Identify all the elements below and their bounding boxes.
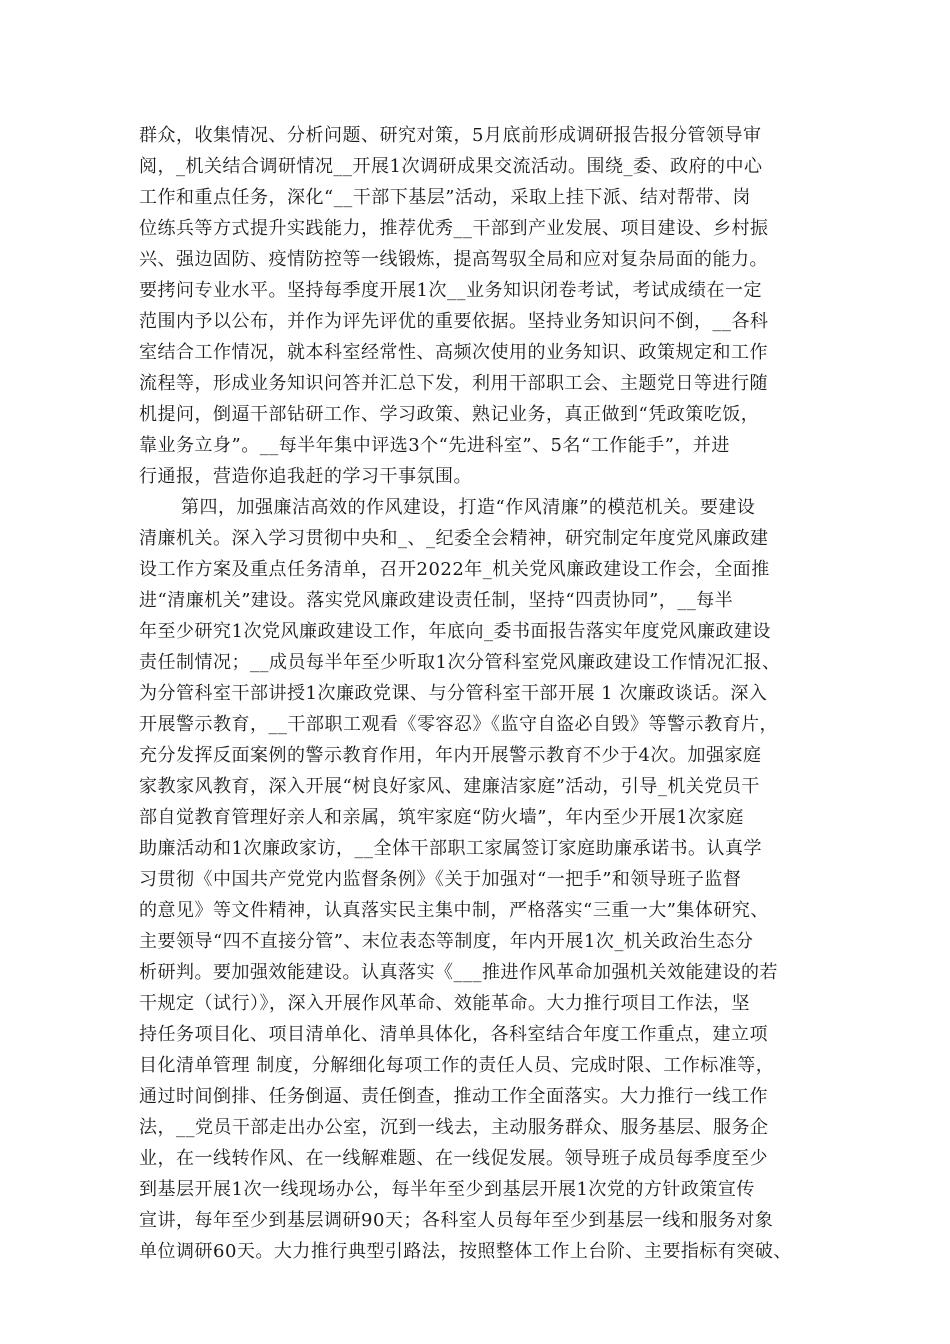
paragraph-fourth-point bbox=[139, 492, 829, 1267]
text-line: 开展警示教育，__干部职工观看《零容忍》《监守自盗必自毁》等警示教育片， bbox=[139, 714, 778, 735]
text-line: 设工作方案及重点任务清单，召开2022年_机关党风廉政建设工作会，全面推 bbox=[139, 559, 770, 580]
text-line: 工作和重点任务，深化“__干部下基层”活动，采取上挂下派、结对帮带、岗 bbox=[139, 187, 751, 208]
text-line: 析研判。要加强效能建设。认真落实《___推进作风革命加强机关效能建设的若 bbox=[139, 962, 778, 983]
text-line: 为分管科室干部讲授1次廉政党课、与分管科室干部开展 1 次廉政谈话。深入 bbox=[139, 683, 768, 704]
text-line: 法，__党员干部走出办公室，沉到一线去，主动服务群众、服务基层、服务企 bbox=[139, 1117, 769, 1138]
text-line: 范围内予以公布，并作为评先评优的重要依据。坚持业务知识问不倒，__各科 bbox=[139, 311, 769, 332]
text-line: 行通报，营造你追我赶的学习干事氛围。 bbox=[139, 466, 472, 487]
text-line: 业，在一线转作风、在一线解难题、在一线促发展。领导班子成员每季度至少 bbox=[139, 1148, 768, 1169]
text-line: 持任务项目化、项目清单化、清单具体化，各科室结合年度工作重点，建立项 bbox=[139, 1024, 768, 1045]
text-line: 兴、强边固防、疫情防控等一线锻炼，提高驾驭全局和应对复杂局面的能力。 bbox=[139, 249, 768, 270]
text-line: 室结合工作情况，就本科室经常性、高频次使用的业务知识、政策规定和工作 bbox=[139, 342, 768, 363]
text-line: 位练兵等方式提升实践能力，推荐优秀__干部到产业发展、项目建设、乡村振 bbox=[139, 218, 769, 239]
text-line: 责任制情况；__成员每半年至少听取1次分管科室党风廉政建设工作情况汇报、 bbox=[139, 652, 781, 673]
text-line: 的意见》等文件精神，认真落实民主集中制，严格落实“三重一大”集体研究、 bbox=[139, 900, 769, 921]
text-line: 流程等，形成业务知识问答并汇总下发，利用干部职工会、主题党日等进行随 bbox=[139, 373, 768, 394]
text-line: 宣讲，每年至少到基层调研90天；各科室人员每年至少到基层一线和服务对象 bbox=[139, 1210, 774, 1231]
text-line: 通过时间倒排、任务倒逼、责任倒查，推动工作全面落实。大力推行一线工作 bbox=[139, 1086, 768, 1107]
text-line: 清廉机关。深入学习贯彻中央和_、_纪委全会精神，研究制定年度党风廉政建 bbox=[139, 528, 769, 549]
text-line: 家教家风教育，深入开展“树良好家风、建廉洁家庭”活动，引导_机关党员干 bbox=[139, 776, 760, 797]
text-line: 主要领导“四不直接分管”、末位表态等制度，年内开展1次_机关政治生态分 bbox=[139, 931, 754, 952]
text-line: 部自觉教育管理好亲人和亲属，筑牢家庭“防火墙”，年内至少开展1次家庭 bbox=[139, 807, 744, 828]
text-line: 群众，收集情况、分析问题、研究对策，5月底前形成调研报告报分管领导审 bbox=[139, 125, 762, 146]
text-line: 阅，_机关结合调研情况__开展1次调研成果交流活动。围绕_委、政府的中心 bbox=[139, 156, 763, 177]
text-line: 要拷问专业水平。坚持每季度开展1次__业务知识闭卷考试，考试成绩在一定 bbox=[139, 280, 762, 301]
text-line: 到基层开展1次一线现场办公，每半年至少到基层开展1次党的方针政策宣传 bbox=[139, 1179, 755, 1200]
text-line: 进“清廉机关”建设。落实党风廉政建设责任制，坚持“四责协同”，__每半 bbox=[139, 590, 734, 611]
text-line: 靠业务立身”。__每半年集中评选3个“先进科室”、5名“工作能手”，并进 bbox=[139, 435, 730, 456]
text-line: 习贯彻《中国共产党党内监督条例》《关于加强对“一把手”和领导班子监督 bbox=[139, 869, 742, 890]
paragraph-continuation bbox=[139, 120, 829, 492]
text-line: 干规定（试行）》，深入开展作风革命、效能革命。大力推行项目工作法，坚 bbox=[139, 993, 750, 1014]
text-line: 第四，加强廉洁高效的作风建设，打造“作风清廉”的模范机关。要建设 bbox=[181, 497, 756, 518]
text-line: 机提问，倒逼干部钻研工作、学习政策、熟记业务，真正做到“凭政策吃饭， bbox=[139, 404, 760, 425]
text-line: 目化清单管理 制度，分解细化每项工作的责任人员、完成时限、工作标准等， bbox=[139, 1055, 775, 1076]
text-line: 单位调研60天。大力推行典型引路法，按照整体工作上台阶、主要指标有突破、 bbox=[139, 1241, 792, 1262]
text-line: 充分发挥反面案例的警示教育作用，年内开展警示教育不少于4次。加强家庭 bbox=[139, 745, 762, 766]
text-line: 助廉活动和1次廉政家访，__全体干部职工家属签订家庭助廉承诺书。认真学 bbox=[139, 838, 762, 859]
text-line: 年至少研究1次党风廉政建设工作，年底向_委书面报告落实年度党风廉政建设 bbox=[139, 621, 771, 642]
